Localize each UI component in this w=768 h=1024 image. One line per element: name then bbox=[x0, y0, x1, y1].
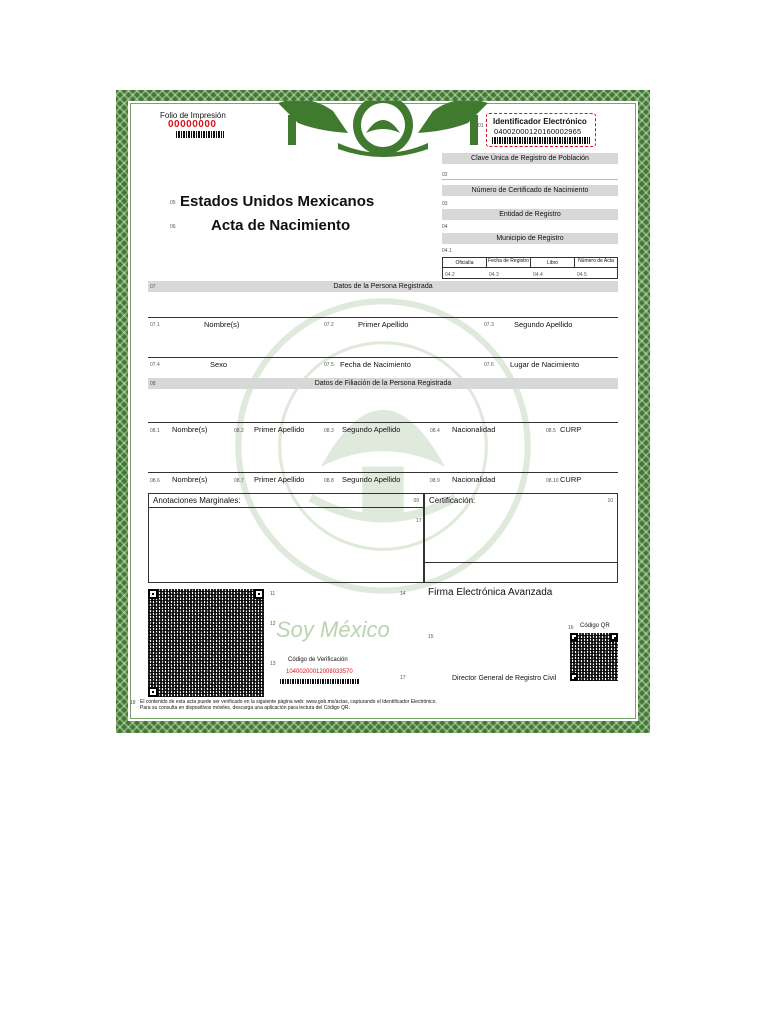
marginal-notes-label: Anotaciones Marginales: bbox=[149, 494, 423, 508]
qr-label: Código QR bbox=[580, 623, 610, 629]
field-num: 07.3 bbox=[484, 322, 494, 328]
birth-place-label: Lugar de Nacimiento bbox=[510, 360, 580, 369]
box-num: 10 bbox=[607, 498, 613, 504]
verification-code: 10400200012008033570 bbox=[286, 669, 353, 675]
field-num: 12 bbox=[270, 621, 276, 627]
second-surname-label: Segundo Apellido bbox=[514, 320, 573, 329]
registry-cell: Fecha de Registro bbox=[487, 258, 531, 268]
field-num: 07.4 bbox=[150, 362, 160, 368]
identifier-num: 01 bbox=[478, 123, 484, 129]
field-num: 16 bbox=[568, 625, 574, 631]
certificate-number-header: Número de Certificado de Nacimiento bbox=[442, 185, 618, 196]
field-num: 08.9 bbox=[430, 478, 440, 484]
registry-cell: Oficialía bbox=[443, 258, 487, 268]
registry-municipality-header: Municipio de Registro bbox=[442, 233, 618, 244]
qr-finder-icon bbox=[610, 633, 618, 641]
section-num: 07 bbox=[150, 284, 156, 290]
certification-label: Certificación: bbox=[429, 496, 476, 505]
parent1-nationality-label: Nacionalidad bbox=[452, 425, 496, 434]
row-line bbox=[148, 357, 618, 358]
field-num: 08.10 bbox=[546, 478, 559, 484]
title-num: 05 bbox=[170, 200, 176, 206]
section-num: 08 bbox=[150, 381, 156, 387]
section-title: Datos de la Persona Registrada bbox=[333, 283, 433, 290]
field-num: 18 bbox=[130, 700, 136, 706]
filiation-header bbox=[148, 378, 618, 389]
field-num: 08.2 bbox=[234, 428, 244, 434]
parent2-curp-label: CURP bbox=[560, 475, 582, 484]
cell-num: 04.4 bbox=[533, 272, 543, 278]
electronic-identifier-box bbox=[486, 113, 596, 147]
field-num: 08.7 bbox=[234, 478, 244, 484]
parent1-name-label: Nombre(s) bbox=[172, 425, 208, 434]
coat-of-arms-icon bbox=[278, 101, 488, 159]
field-num: 07.5 bbox=[324, 362, 334, 368]
birth-date-label: Fecha de Nacimiento bbox=[340, 360, 411, 369]
field-num: 07.1 bbox=[150, 322, 160, 328]
field-num: 08.3 bbox=[324, 428, 334, 434]
qr-finder-icon bbox=[570, 673, 578, 681]
row-line bbox=[148, 472, 618, 473]
field-num: 11 bbox=[270, 591, 276, 597]
large-qr-code-icon bbox=[148, 589, 264, 697]
qr-finder-icon bbox=[148, 687, 158, 697]
field-num: 17 bbox=[416, 518, 422, 524]
marginal-notes-box bbox=[148, 493, 424, 583]
folio-label: Folio de Impresión bbox=[160, 111, 226, 120]
birth-certificate-sheet bbox=[128, 101, 638, 721]
soy-mexico-text: Soy México bbox=[276, 617, 390, 642]
parent2-first-surname-label: Primer Apellido bbox=[254, 475, 305, 484]
document-title: Acta de Nacimiento bbox=[211, 217, 351, 234]
registered-person-header bbox=[148, 281, 618, 292]
registry-cell: Libro bbox=[531, 258, 575, 268]
parent1-curp-label: CURP bbox=[560, 425, 582, 434]
field-num: 04 bbox=[442, 224, 448, 230]
parent1-second-surname-label: Segundo Apellido bbox=[342, 425, 401, 434]
registry-table bbox=[442, 257, 618, 279]
footer-note bbox=[140, 699, 437, 711]
row-line bbox=[148, 317, 618, 318]
field-num: 04.1 bbox=[442, 248, 452, 254]
footer-line-2: Para su consulta en dispositivos móviles, descarga una aplicación para lectura del Código QR. bbox=[140, 705, 350, 711]
small-qr-code-icon bbox=[570, 633, 618, 681]
country-title: Estados Unidos Mexicanos bbox=[180, 193, 375, 210]
registry-entity-header: Entidad de Registro bbox=[442, 209, 618, 220]
identifier-barcode-icon bbox=[492, 137, 590, 144]
field-num: 07.2 bbox=[324, 322, 334, 328]
cell-num: 04.2 bbox=[445, 272, 455, 278]
field-num: 17 bbox=[400, 675, 406, 681]
field-num: 08.4 bbox=[430, 428, 440, 434]
identifier-title: Identificador Electrónico bbox=[493, 117, 587, 126]
field-num: 13 bbox=[270, 661, 276, 667]
verification-label: Código de Verificación bbox=[288, 657, 348, 663]
verification-barcode-icon bbox=[280, 679, 360, 684]
qr-finder-icon bbox=[570, 633, 578, 641]
row-line bbox=[148, 422, 618, 423]
first-surname-label: Primer Apellido bbox=[358, 320, 409, 329]
folio-number: 00000000 bbox=[168, 119, 217, 130]
certification-box bbox=[424, 493, 618, 583]
barcode-icon bbox=[176, 131, 224, 138]
footer-line-1: El contenido de esta acta puede ser verificado en la siguiente página web: www.gob.mx/actas, capturando el Identificador Electrónico. bbox=[140, 699, 437, 705]
field-num: 08.1 bbox=[150, 428, 160, 434]
parent2-second-surname-label: Segundo Apellido bbox=[342, 475, 401, 484]
parent2-name-label: Nombre(s) bbox=[172, 475, 208, 484]
given-name-label: Nombre(s) bbox=[204, 320, 240, 329]
field-num: 08.5 bbox=[546, 428, 556, 434]
parent1-first-surname-label: Primer Apellido bbox=[254, 425, 305, 434]
director-label: Director General de Registro Civil bbox=[452, 675, 557, 682]
field-num: 02 bbox=[442, 172, 448, 178]
cell-num: 04.3 bbox=[489, 272, 499, 278]
row-line bbox=[425, 562, 617, 563]
signature-label: Firma Electrónica Avanzada bbox=[428, 587, 553, 598]
field-num: 03 bbox=[442, 201, 448, 207]
registry-cell: Número de Acta bbox=[575, 258, 617, 268]
section-title: Datos de Filiación de la Persona Registrada bbox=[314, 380, 452, 387]
curp-field-header: Clave Única de Registro de Población bbox=[442, 153, 618, 164]
cell-num: 04.5 bbox=[577, 272, 587, 278]
field-num: 15 bbox=[428, 634, 434, 640]
field-num: 08.8 bbox=[324, 478, 334, 484]
sex-label: Sexo bbox=[210, 360, 228, 369]
field-num: 07.6 bbox=[484, 362, 494, 368]
qr-finder-icon bbox=[254, 589, 264, 599]
qr-finder-icon bbox=[148, 589, 158, 599]
field-num: 14 bbox=[400, 591, 406, 597]
title-num: 06 bbox=[170, 224, 176, 230]
parent2-nationality-label: Nacionalidad bbox=[452, 475, 496, 484]
field-num: 08.6 bbox=[150, 478, 160, 484]
box-num: 09 bbox=[413, 498, 419, 504]
field-line bbox=[442, 179, 618, 180]
identifier-value: 04002000120160002965 bbox=[494, 127, 582, 136]
